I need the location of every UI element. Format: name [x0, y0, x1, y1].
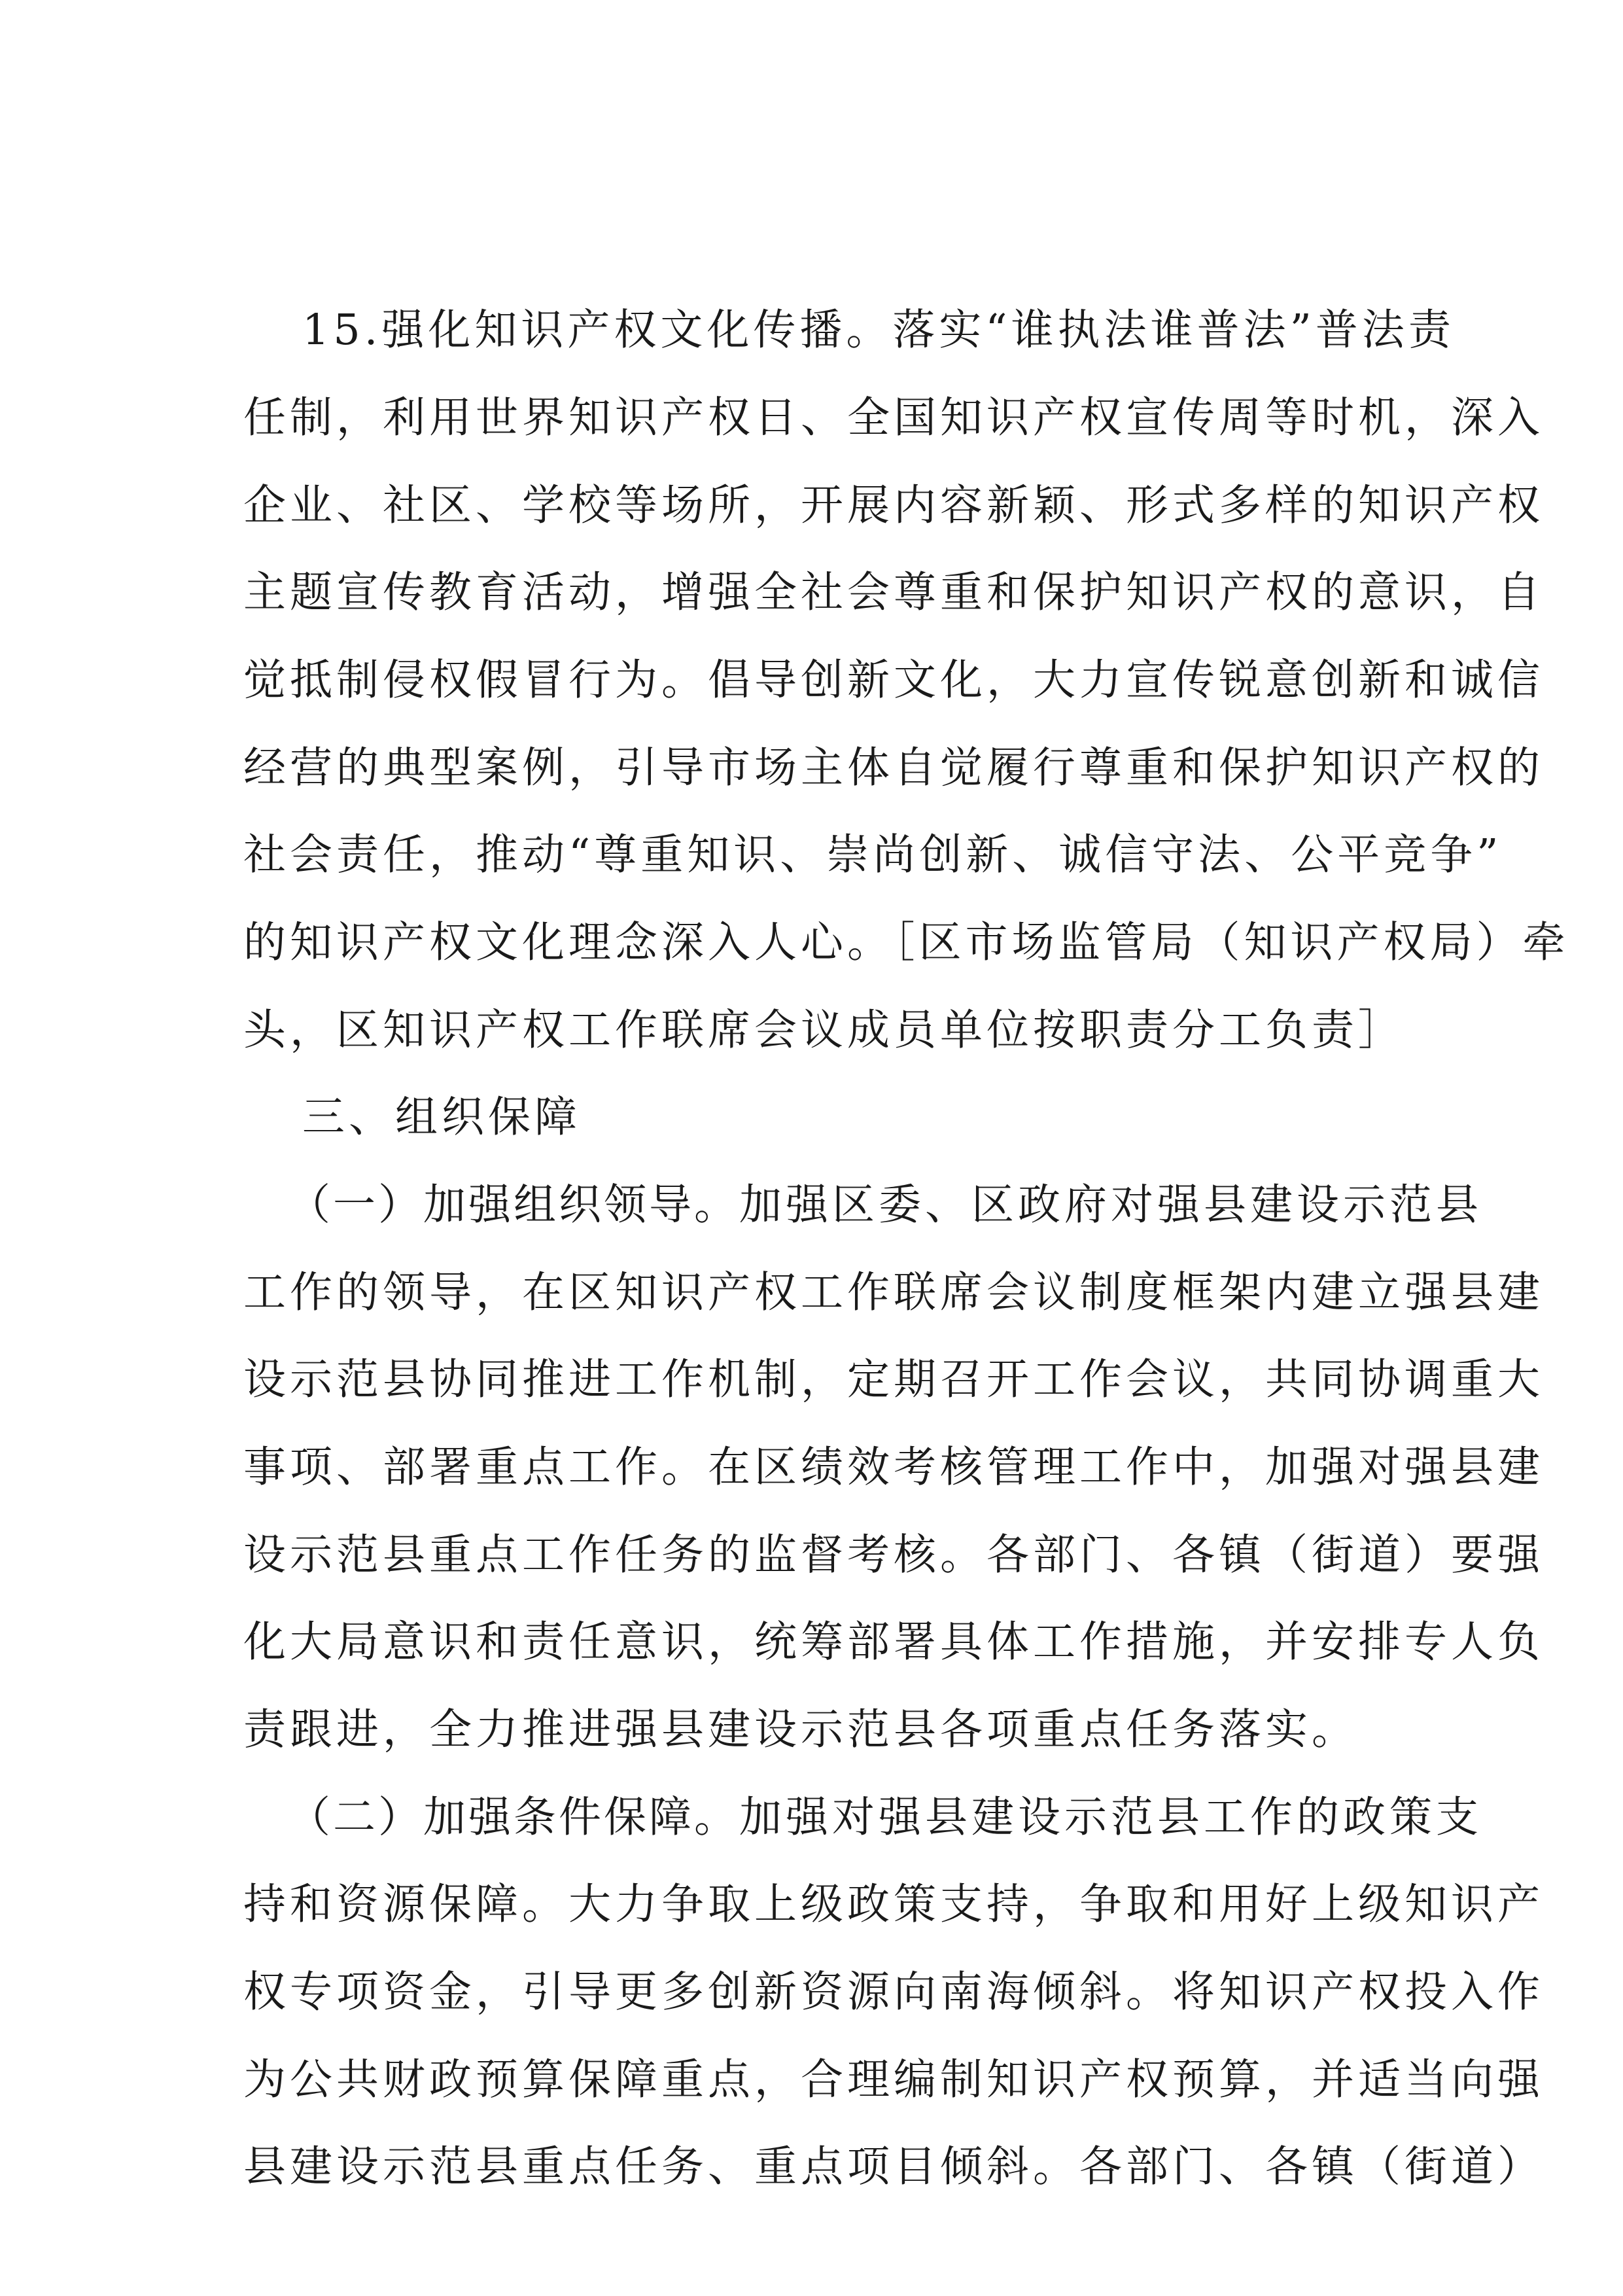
- para15-line-9: 头，区知识产权工作联席会议成员单位按职责分工负责］: [243, 1006, 1405, 1055]
- sub1-first-rest: 加强区委、区政府对强县建设示范县: [739, 1180, 1483, 1229]
- para15-line-5: 觉抵制侵权假冒行为。倡导创新文化，大力宣传锐意创新和诚信: [243, 656, 1544, 705]
- section-heading: 三、组织保障: [302, 1093, 582, 1142]
- sub1-line-2: 工作的领导，在区知识产权工作联席会议制度框架内建立强县建: [243, 1268, 1544, 1317]
- sub1-first-line: [288, 1179, 1483, 1231]
- sub2-line-4: 为公共财政预算保障重点，合理编制知识产权预算，并适当向强: [243, 2055, 1544, 2104]
- sub1-lead: （一）加强组织领导。: [288, 1180, 740, 1229]
- sub1-line-4: 事项、部署重点工作。在区绩效考核管理工作中，加强对强县建: [243, 1443, 1544, 1492]
- sub2-line-5: 县建设示范县重点任务、重点项目倾斜。各部门、各镇（街道）: [243, 2142, 1544, 2191]
- sub2-lead: （二）加强条件保障。: [288, 1793, 740, 1842]
- para15-line-7: 社会责任，推动“尊重知识、崇尚创新、诚信守法、公平竞争”: [243, 830, 1503, 879]
- sub1-line-7: 责跟进，全力推进强县建设示范县各项重点任务落实。: [243, 1705, 1359, 1754]
- sub2-line-2: 持和资源保障。大力争取上级政策支持，争取和用好上级知识产: [243, 1880, 1544, 1929]
- para15-line-6: 经营的典型案例，引导市场主体自觉履行尊重和保护知识产权的: [243, 743, 1544, 792]
- para15-line-3: 企业、社区、学校等场所，开展内容新颖、形式多样的知识产权: [243, 481, 1544, 530]
- sub1-line-5: 设示范县重点工作任务的监督考核。各部门、各镇（街道）要强: [243, 1530, 1544, 1580]
- sub2-first-rest: 加强对强县建设示范县工作的政策支: [739, 1793, 1483, 1842]
- sub1-line-3: 设示范县协同推进工作机制，定期召开工作会议，共同协调重大: [243, 1355, 1544, 1404]
- sub2-first-line: [288, 1792, 1483, 1844]
- para15-line-8: 的知识产权文化理念深入人心。［区市场监管局（知识产权局）牵: [243, 918, 1569, 967]
- sub2-line-3: 权专项资金，引导更多创新资源向南海倾斜。将知识产权投入作: [243, 1968, 1544, 2017]
- para15-line-4: 主题宣传教育活动，增强全社会尊重和保护知识产权的意识，自: [243, 568, 1544, 617]
- para15-line-1: 15.强化知识产权文化传播。落实“谁执法谁普法”普法责: [302, 306, 1455, 355]
- sub1-line-6: 化大局意识和责任意识，统筹部署具体工作措施，并安排专人负: [243, 1617, 1544, 1667]
- para15-line-2: 任制，利用世界知识产权日、全国知识产权宣传周等时机，深入: [243, 393, 1544, 442]
